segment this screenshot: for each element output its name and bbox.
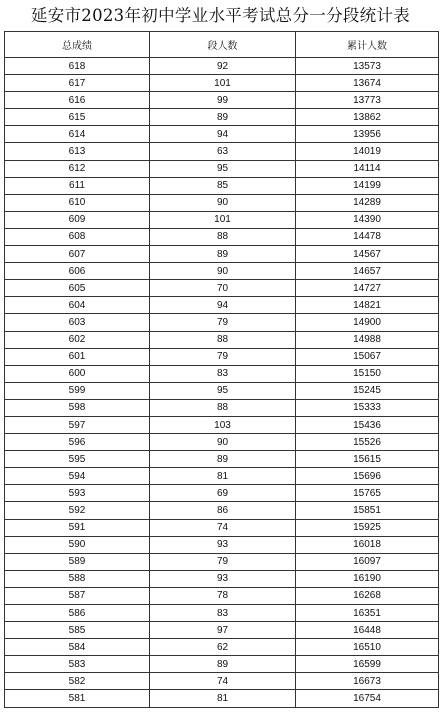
cumulative-count-cell: 14478 — [296, 228, 439, 245]
cumulative-count-cell: 13674 — [296, 75, 439, 92]
score-distribution-table — [4, 31, 439, 708]
table-row — [5, 109, 439, 126]
cumulative-count-cell: 14289 — [296, 194, 439, 211]
segment-count-cell: 89 — [150, 109, 296, 126]
table-row — [5, 519, 439, 536]
total-score-cell: 586 — [5, 605, 150, 622]
cumulative-count-cell: 13862 — [296, 109, 439, 126]
total-score-cell: 589 — [5, 553, 150, 570]
page-title: 延安市2023年初中学业水平考试总分一分段统计表 — [30, 6, 411, 25]
segment-count-cell: 78 — [150, 587, 296, 604]
total-score-cell: 595 — [5, 451, 150, 468]
table-row — [5, 536, 439, 553]
total-score-cell: 618 — [5, 58, 150, 75]
cumulative-count-cell: 15436 — [296, 416, 439, 433]
cumulative-count-cell: 14390 — [296, 211, 439, 228]
segment-count-cell: 81 — [150, 468, 296, 485]
segment-count-cell: 97 — [150, 622, 296, 639]
cumulative-count-cell: 14727 — [296, 280, 439, 297]
segment-count-cell: 79 — [150, 348, 296, 365]
total-score-cell: 582 — [5, 673, 150, 690]
total-score-cell: 596 — [5, 434, 150, 451]
segment-count-cell: 101 — [150, 75, 296, 92]
segment-count-cell: 74 — [150, 519, 296, 536]
total-score-cell: 587 — [5, 587, 150, 604]
segment-count-cell: 99 — [150, 92, 296, 109]
cumulative-count-cell: 16018 — [296, 536, 439, 553]
table-row — [5, 194, 439, 211]
segment-count-cell: 74 — [150, 673, 296, 690]
total-score-cell: 602 — [5, 331, 150, 348]
total-score-cell: 585 — [5, 622, 150, 639]
total-score-cell: 605 — [5, 280, 150, 297]
table-row — [5, 416, 439, 433]
segment-count-cell: 95 — [150, 382, 296, 399]
cumulative-count-cell: 16510 — [296, 639, 439, 656]
cumulative-count-cell: 15696 — [296, 468, 439, 485]
table-row — [5, 570, 439, 587]
table-row — [5, 263, 439, 280]
segment-count-cell: 89 — [150, 246, 296, 263]
cumulative-count-cell: 13773 — [296, 92, 439, 109]
total-score-cell: 600 — [5, 365, 150, 382]
table-row — [5, 485, 439, 502]
header-total-score: 总成绩 — [5, 32, 150, 58]
cumulative-count-cell: 15333 — [296, 399, 439, 416]
total-score-cell: 588 — [5, 570, 150, 587]
total-score-cell: 610 — [5, 194, 150, 211]
segment-count-cell: 62 — [150, 639, 296, 656]
table-body — [5, 58, 439, 708]
segment-count-cell: 90 — [150, 263, 296, 280]
total-score-cell: 583 — [5, 656, 150, 673]
segment-count-cell: 83 — [150, 365, 296, 382]
table-row — [5, 639, 439, 656]
segment-count-cell: 63 — [150, 143, 296, 160]
segment-count-cell: 83 — [150, 605, 296, 622]
table-row — [5, 502, 439, 519]
cumulative-count-cell: 14900 — [296, 314, 439, 331]
segment-count-cell: 79 — [150, 314, 296, 331]
total-score-cell: 601 — [5, 348, 150, 365]
cumulative-count-cell: 15925 — [296, 519, 439, 536]
cumulative-count-cell: 16097 — [296, 553, 439, 570]
table-row — [5, 58, 439, 75]
cumulative-count-cell: 16268 — [296, 587, 439, 604]
table-row — [5, 656, 439, 673]
table-row — [5, 365, 439, 382]
table-row — [5, 211, 439, 228]
cumulative-count-cell: 16673 — [296, 673, 439, 690]
cumulative-count-cell: 15245 — [296, 382, 439, 399]
cumulative-count-cell: 15526 — [296, 434, 439, 451]
cumulative-count-cell: 13956 — [296, 126, 439, 143]
cumulative-count-cell: 14567 — [296, 246, 439, 263]
total-score-cell: 604 — [5, 297, 150, 314]
cumulative-count-cell: 15765 — [296, 485, 439, 502]
cumulative-count-cell: 16351 — [296, 605, 439, 622]
segment-count-cell: 90 — [150, 434, 296, 451]
cumulative-count-cell: 15851 — [296, 502, 439, 519]
cumulative-count-cell: 15067 — [296, 348, 439, 365]
cumulative-count-cell: 13573 — [296, 58, 439, 75]
cumulative-count-cell: 14199 — [296, 177, 439, 194]
cumulative-count-cell: 16599 — [296, 656, 439, 673]
total-score-cell: 584 — [5, 639, 150, 656]
total-score-cell: 598 — [5, 399, 150, 416]
total-score-cell: 613 — [5, 143, 150, 160]
total-score-cell: 614 — [5, 126, 150, 143]
total-score-cell: 611 — [5, 177, 150, 194]
table-row — [5, 673, 439, 690]
total-score-cell: 597 — [5, 416, 150, 433]
segment-count-cell: 103 — [150, 416, 296, 433]
segment-count-cell: 89 — [150, 451, 296, 468]
cumulative-count-cell: 14988 — [296, 331, 439, 348]
segment-count-cell: 93 — [150, 570, 296, 587]
table-row — [5, 280, 439, 297]
table-row — [5, 451, 439, 468]
segment-count-cell: 70 — [150, 280, 296, 297]
total-score-cell: 592 — [5, 502, 150, 519]
header-cumulative-count: 累计人数 — [296, 32, 439, 58]
total-score-cell: 599 — [5, 382, 150, 399]
table-row — [5, 331, 439, 348]
table-row — [5, 468, 439, 485]
total-score-cell: 606 — [5, 263, 150, 280]
table-row — [5, 246, 439, 263]
segment-count-cell: 92 — [150, 58, 296, 75]
table-row — [5, 297, 439, 314]
segment-count-cell: 94 — [150, 297, 296, 314]
cumulative-count-cell: 14019 — [296, 143, 439, 160]
table-row — [5, 92, 439, 109]
segment-count-cell: 101 — [150, 211, 296, 228]
table-row — [5, 434, 439, 451]
table-row — [5, 348, 439, 365]
total-score-cell: 590 — [5, 536, 150, 553]
segment-count-cell: 95 — [150, 160, 296, 177]
total-score-cell: 612 — [5, 160, 150, 177]
segment-count-cell: 79 — [150, 553, 296, 570]
cumulative-count-cell: 15615 — [296, 451, 439, 468]
total-score-cell: 608 — [5, 228, 150, 245]
table-row — [5, 75, 439, 92]
table-header-row — [5, 32, 439, 58]
segment-count-cell: 90 — [150, 194, 296, 211]
total-score-cell: 594 — [5, 468, 150, 485]
table-row — [5, 605, 439, 622]
segment-count-cell: 69 — [150, 485, 296, 502]
table-row — [5, 622, 439, 639]
segment-count-cell: 81 — [150, 690, 296, 707]
segment-count-cell: 88 — [150, 228, 296, 245]
table-row — [5, 228, 439, 245]
table-row — [5, 399, 439, 416]
total-score-cell: 591 — [5, 519, 150, 536]
table-row — [5, 382, 439, 399]
total-score-cell: 615 — [5, 109, 150, 126]
cumulative-count-cell: 14657 — [296, 263, 439, 280]
segment-count-cell: 86 — [150, 502, 296, 519]
segment-count-cell: 94 — [150, 126, 296, 143]
total-score-cell: 593 — [5, 485, 150, 502]
table-row — [5, 126, 439, 143]
total-score-cell: 616 — [5, 92, 150, 109]
total-score-cell: 603 — [5, 314, 150, 331]
table-row — [5, 553, 439, 570]
segment-count-cell: 89 — [150, 656, 296, 673]
cumulative-count-cell: 14821 — [296, 297, 439, 314]
table-row — [5, 160, 439, 177]
total-score-cell: 617 — [5, 75, 150, 92]
cumulative-count-cell: 16448 — [296, 622, 439, 639]
table-row — [5, 177, 439, 194]
total-score-cell: 581 — [5, 690, 150, 707]
segment-count-cell: 93 — [150, 536, 296, 553]
table-row — [5, 143, 439, 160]
total-score-cell: 609 — [5, 211, 150, 228]
cumulative-count-cell: 16190 — [296, 570, 439, 587]
cumulative-count-cell: 16754 — [296, 690, 439, 707]
cumulative-count-cell: 14114 — [296, 160, 439, 177]
table-row — [5, 314, 439, 331]
segment-count-cell: 85 — [150, 177, 296, 194]
header-segment-count: 段人数 — [150, 32, 296, 58]
total-score-cell: 607 — [5, 246, 150, 263]
segment-count-cell: 88 — [150, 399, 296, 416]
segment-count-cell: 88 — [150, 331, 296, 348]
table-row — [5, 690, 439, 707]
table-row — [5, 587, 439, 604]
cumulative-count-cell: 15150 — [296, 365, 439, 382]
